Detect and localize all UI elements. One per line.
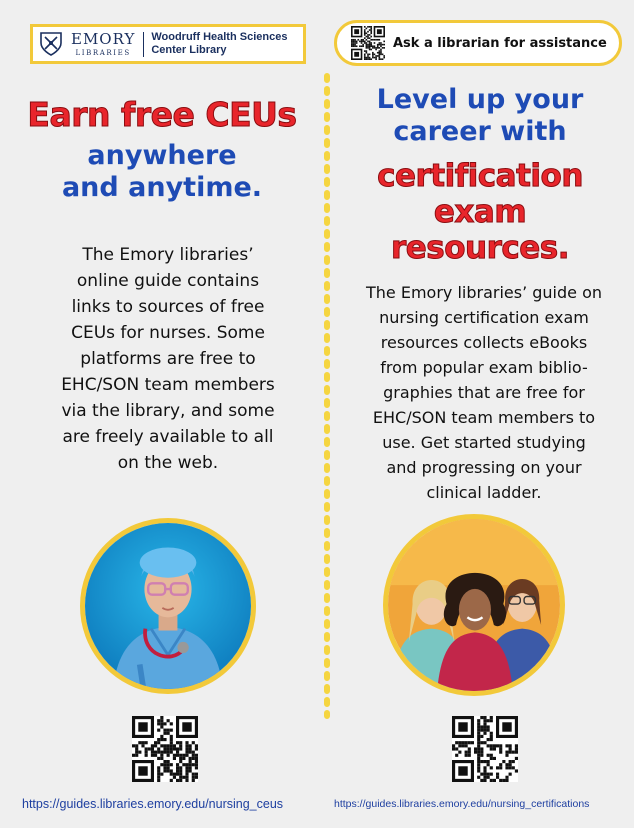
left-body-line: online guide contains bbox=[76, 271, 260, 291]
nursing-ceus-qr-code[interactable] bbox=[132, 716, 198, 782]
left-body-line: The Emory libraries’ bbox=[82, 245, 254, 265]
right-title-line3: resources. bbox=[390, 230, 570, 266]
nurses-group-photo bbox=[383, 514, 565, 696]
right-subtitle-line2: career with bbox=[393, 116, 567, 147]
right-subtitle bbox=[336, 84, 624, 148]
left-body-line: on the web. bbox=[117, 453, 219, 473]
right-title-line1: certification bbox=[377, 158, 583, 194]
nursing-ceus-link[interactable]: https://guides.libraries.emory.edu/nursing_ceus bbox=[22, 797, 284, 811]
logo-center-line2: Center Library bbox=[151, 44, 227, 56]
right-body-text bbox=[346, 280, 622, 505]
left-title: Earn free CEUs bbox=[27, 95, 297, 134]
left-body-line: CEUs for nurses. Some bbox=[71, 323, 265, 343]
right-body-line: use. Get started studying bbox=[382, 433, 586, 452]
right-body-line: clinical ladder. bbox=[426, 483, 542, 502]
emory-logo bbox=[30, 24, 306, 64]
left-body-text bbox=[36, 242, 300, 476]
left-body-line: platforms are free to bbox=[80, 349, 256, 369]
left-body-line: are freely available to all bbox=[62, 427, 274, 447]
nursing-certifications-qr-code[interactable] bbox=[452, 716, 518, 782]
right-body-line: EHC/SON team members to bbox=[372, 408, 596, 427]
left-body-line: via the library, and some bbox=[61, 401, 275, 421]
nurse-photo bbox=[80, 518, 256, 694]
logo-center-line1: Woodruff Health Sciences bbox=[151, 31, 288, 43]
nurse-illustration bbox=[85, 523, 251, 689]
right-subtitle-line1: Level up your bbox=[376, 84, 584, 115]
ask-librarian-label: Ask a librarian for assistance bbox=[393, 35, 607, 51]
dotted-divider bbox=[321, 72, 333, 720]
emory-shield-icon bbox=[39, 31, 63, 57]
right-body-line: from popular exam biblio- bbox=[380, 358, 588, 377]
right-body-line: resources collects eBooks bbox=[380, 333, 588, 352]
logo-libraries: LIBRARIES bbox=[75, 48, 131, 57]
logo-center-name bbox=[151, 31, 287, 57]
right-body-line: The Emory libraries’ guide on bbox=[365, 283, 603, 302]
left-subtitle-line1: anywhere bbox=[87, 140, 237, 171]
right-body-line: graphies that are free for bbox=[383, 383, 585, 402]
right-body-line: and progressing on your bbox=[386, 458, 582, 477]
logo-emory: EMORY bbox=[71, 29, 136, 48]
nurses-group-illustration bbox=[388, 519, 560, 691]
right-title-line2: exam bbox=[433, 194, 527, 230]
ask-librarian-banner bbox=[334, 20, 622, 66]
left-subtitle bbox=[10, 140, 314, 204]
nursing-certifications-link[interactable]: https://guides.libraries.emory.edu/nursing_certifications bbox=[334, 798, 590, 810]
logo-wordmark bbox=[71, 29, 144, 57]
ask-librarian-qr-icon[interactable] bbox=[351, 26, 385, 60]
right-body-line: nursing certification exam bbox=[379, 308, 589, 327]
left-body-line: links to sources of free bbox=[71, 297, 265, 317]
left-body-line: EHC/SON team members bbox=[61, 375, 275, 395]
right-title bbox=[336, 158, 624, 266]
left-subtitle-line2: and anytime. bbox=[61, 172, 263, 203]
